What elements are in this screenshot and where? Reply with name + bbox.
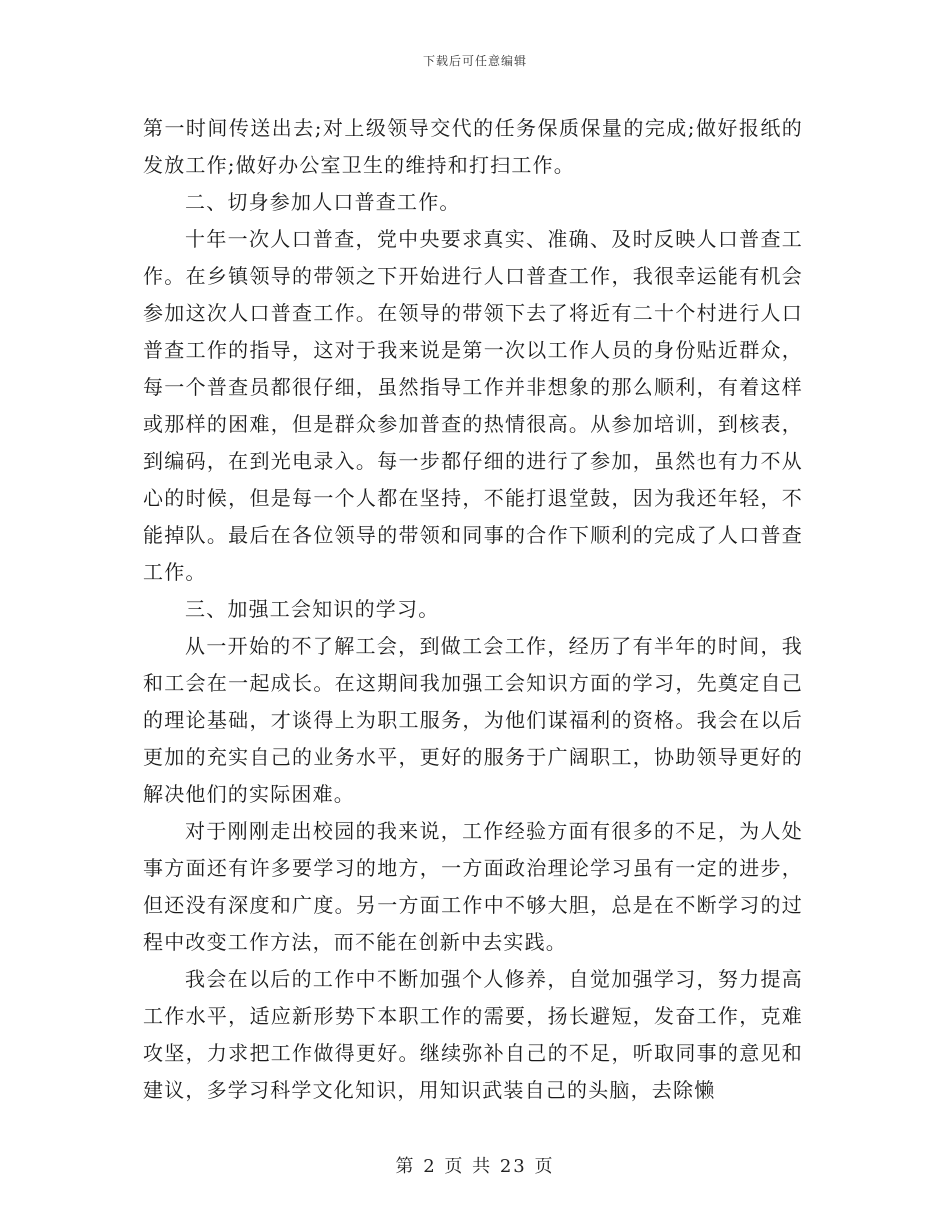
paragraph: 第一时间传送出去;对上级领导交代的任务保质保量的完成;做好报纸的发放工作;做好办公室卫生的维持和打扫工作。 xyxy=(143,116,803,177)
page-header: 下载后可任意编辑 xyxy=(422,54,527,68)
paragraph: 十年一次人口普查，党中央要求真实、准确、及时反映人口普查工作。在乡镇领导的带领之下开始进行人口普查工作，我很幸运能有机会参加这次人口普查工作。在领导的带领下去了将近有二十个村进行人口普查工作的指导，这对于我来说是第一次以工作人员的身份贴近群众，每一个普查员都很仔细，虽然指导工作并非想象的那么顺利，有着这样或那样的困难，但是群众参加普查的热情很高。从参加培训，到核表，到编码，在到光电录入。每一步都仔细的进行了参加，虽然也有力不从心的时候，但是每一个人都在坚持，不能打退堂鼓，因为我还年轻，不能掉队。最后在各位领导的带领和同事的合作下顺利的完成了人口普查工作。 xyxy=(143,227,803,584)
section-heading: 二、切身参加人口普查工作。 xyxy=(185,190,461,214)
page-number-footer: 第 2 页 共 23 页 xyxy=(395,1156,555,1177)
document-body xyxy=(143,110,803,1109)
section-heading: 三、加强工会知识的学习。 xyxy=(185,597,440,621)
paragraph: 从一开始的不了解工会，到做工会工作，经历了有半年的时间，我和工会在一起成长。在这期间我加强工会知识方面的学习，先奠定自己的理论基础，才谈得上为职工服务，为他们谋福利的资格。我会在以后更加的充实自己的业务水平，更好的服务于广阔职工，协助领导更好的解决他们的实际困难。 xyxy=(143,634,803,806)
paragraph: 对于刚刚走出校园的我来说，工作经验方面有很多的不足，为人处事方面还有许多要学习的地方，一方面政治理论学习虽有一定的进步，但还没有深度和广度。另一方面工作中不够大胆，总是在不断学习的过程中改变工作方法，而不能在创新中去实践。 xyxy=(143,819,803,954)
paragraph: 我会在以后的工作中不断加强个人修养，自觉加强学习，努力提高工作水平，适应新形势下本职工作的需要，扬长避短，发奋工作，克难攻坚，力求把工作做得更好。继续弥补自己的不足，听取同事的意见和建议，多学习科学文化知识，用知识武装自己的头脑，去除懒 xyxy=(143,967,803,1102)
